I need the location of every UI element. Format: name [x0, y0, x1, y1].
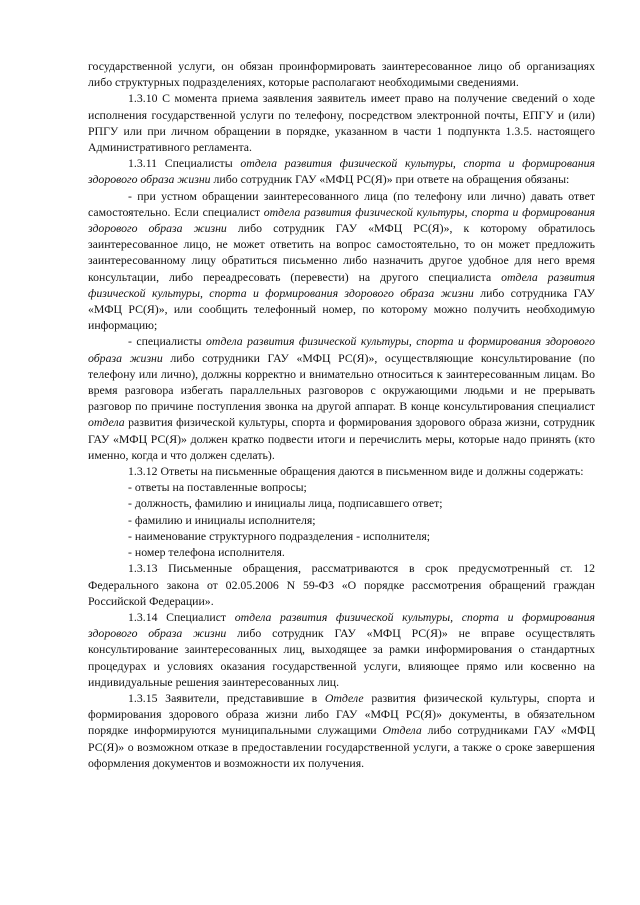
- text-run: - специалисты: [128, 334, 207, 349]
- italic-run: отдела: [88, 415, 125, 430]
- text-run: развития физической культуры, спорта и формирования здорового образа жизни, сотрудник ГАУ «МФЦ РС(Я)» должен кратко подвести итоги и перечислить меры, которые надо принять (кто именно, когда и что должен сделать).: [88, 415, 595, 462]
- list-item: - номер телефона исполнителя.: [128, 545, 285, 560]
- text-run: либо сотрудник ГАУ «МФЦ РС(Я)» при ответе на обращения обязаны:: [210, 172, 570, 187]
- paragraph-1-3-15: [88, 690, 595, 771]
- text-run: развития физической культуры, спорта и формирования здорового образа жизни либо ГАУ «МФЦ РС(Я)» документы, в обязательном порядке информируются муниципальными служащими: [88, 690, 595, 738]
- text-run: либо сотрудниками ГАУ «МФЦ РС(Я)» о возможном отказе в предоставлении государственной услуги, а также о сроке завершения оформления документов и возможности их получения.: [88, 723, 595, 770]
- document-page: [88, 58, 595, 771]
- paragraph-1-3-11: [88, 155, 595, 187]
- paragraph-specialists: [88, 333, 595, 463]
- text-run: либо сотрудник ГАУ «МФЦ РС(Я)», к которому обратилось заинтересованное лицо, не может ответить на вопрос самостоятельно, то он может предложить заинтересованному лицу обратиться письменно либо назначить другое удобное для него время консультации, либо переадресовать (перевести) на другого специалиста: [88, 221, 595, 284]
- text-run: 1.3.11 Специалисты: [128, 156, 241, 171]
- paragraph-1-3-10: 1.3.10 С момента приема заявления заявитель имеет право на получение сведений о ходе исполнения государственной услуги по телефону, посредством электронной почты, ЕПГУ и (или) РПГУ или при личном обращении в порядке, указанном в части 1 подпункта 1.3.5. настоящего Административного регламента.: [88, 91, 595, 155]
- paragraph-intro: государственной услуги, он обязан проинформировать заинтересованное лицо об организациях либо структурных подразделениях, которые располагают необходимыми сведениями.: [88, 59, 595, 90]
- text-run: - при устном обращении заинтересованного лица (по телефону или лично) давать ответ самостоятельно. Если специалист: [88, 188, 595, 219]
- italic-run: Отделе: [324, 690, 364, 705]
- paragraph-oral-request: [88, 188, 595, 334]
- text-run: либо сотрудник ГАУ «МФЦ РС(Я)» не вправе осуществлять консультирование заинтересованных лиц, выходящее за рамки информирования о стандартных процедурах и условиях оказания государственной услуги, влияющее прямо или косвенно на индивидуальные решения заинтересованных лиц.: [88, 626, 595, 689]
- text-run: 1.3.14 Специалист: [128, 609, 235, 624]
- text-run: либо сотрудника ГАУ «МФЦ РС(Я)», или сообщить телефонный номер, по которому можно получить необходимую информацию;: [88, 285, 595, 333]
- text-run: либо сотрудники ГАУ «МФЦ РС(Я)», осуществляющие консультирование (по телефону или лично), должны корректно и внимательно относиться к заинтересованным лицам. Во время разговора избегать параллельных разговоров с окружающими людьми и не прерывать разговор по причине поступления звонка на другой аппарат. В конце консультирования специалист: [88, 350, 595, 414]
- paragraph-1-3-13: 1.3.13 Письменные обращения, рассматриваются в срок предусмотренный ст. 12 Федерального закона от 02.05.2006 N 59-ФЗ «О порядке рассмотрения обращений граждан Российской Федерации».: [88, 561, 595, 608]
- paragraph-1-3-12: 1.3.12 Ответы на письменные обращения даются в письменном виде и должны содержать:: [128, 464, 584, 479]
- list-item: - фамилию и инициалы исполнителя;: [128, 512, 316, 527]
- italic-run: отдела развития физической культуры, спорта и формирования здорового образа жизни: [88, 156, 595, 187]
- list-item: - ответы на поставленные вопросы;: [128, 480, 307, 495]
- italic-run: отдела развития физической культуры, спорта и формирования здорового образа жизни: [88, 269, 595, 300]
- text-run: 1.3.15 Заявители, представившие в: [128, 690, 325, 705]
- italic-run: отдела развития физической культуры, спорта и формирования здорового образа жизни: [88, 609, 595, 641]
- list-item: - должность, фамилию и инициалы лица, подписавшего ответ;: [128, 496, 443, 511]
- list-item: - наименование структурного подразделения - исполнителя;: [128, 528, 431, 543]
- italic-run: отдела развития физической культуры, спорта и формирования здорового образа жизни: [88, 334, 595, 365]
- paragraph-1-3-14: [88, 609, 595, 690]
- italic-run: отдела развития физической культуры, спорта и формирования здорового образа жизни: [88, 204, 596, 236]
- italic-run: Отдела: [382, 723, 422, 738]
